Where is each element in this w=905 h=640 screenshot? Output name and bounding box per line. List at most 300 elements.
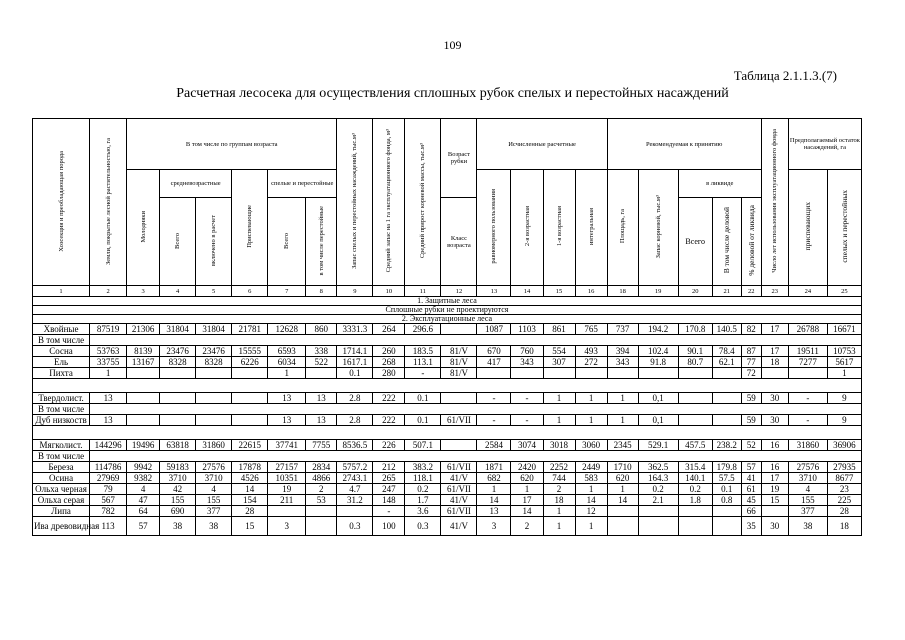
table-cell: 102.4 <box>638 346 678 357</box>
table-cell: 113.1 <box>405 357 441 368</box>
table-cell: 1 <box>477 484 511 495</box>
table-cell: 36906 <box>827 440 861 451</box>
header-c7: Всего <box>268 198 306 286</box>
table-cell <box>196 415 232 426</box>
header-ripe: спелые и перестойные <box>268 170 337 198</box>
table-cell: 0.8 <box>712 495 741 506</box>
table-cell: 296.6 <box>405 324 441 335</box>
table-cell: 307 <box>543 357 575 368</box>
table-cell: 59 <box>741 415 761 426</box>
table-cell: 118.1 <box>405 473 441 484</box>
table-cell <box>638 368 678 379</box>
table-cell: 2420 <box>511 462 543 473</box>
table-cell: 18 <box>827 517 861 536</box>
table-cell: 457.5 <box>678 440 712 451</box>
table-cell: 9 <box>827 393 861 404</box>
table-cell: 23 <box>827 484 861 495</box>
table-cell: 57 <box>741 462 761 473</box>
table-cell: 31804 <box>196 324 232 335</box>
table-cell: 1 <box>607 415 638 426</box>
table-row <box>33 517 862 536</box>
subheading: В том числе <box>33 404 90 415</box>
table-cell <box>678 415 712 426</box>
table-cell: 2 <box>543 484 575 495</box>
table-cell: 13 <box>90 393 127 404</box>
table-cell <box>761 506 788 517</box>
column-number: 11 <box>405 286 441 297</box>
table-cell: 1.8 <box>678 495 712 506</box>
table-cell: 3.6 <box>405 506 441 517</box>
table-cell: 4 <box>196 484 232 495</box>
table-cell: 1 <box>827 368 861 379</box>
table-cell: 10753 <box>827 346 861 357</box>
table-cell: 7755 <box>306 440 337 451</box>
table-cell: 567 <box>90 495 127 506</box>
header-c4: Всего <box>160 198 196 286</box>
table-cell: 343 <box>511 357 543 368</box>
table-cell: 2584 <box>477 440 511 451</box>
table-cell: 62.1 <box>712 357 741 368</box>
table-cell: 41 <box>741 473 761 484</box>
header-c20: Всего <box>678 198 712 286</box>
row-label: Ольха серая <box>33 495 90 506</box>
table-cell: 80.7 <box>678 357 712 368</box>
table-cell <box>306 506 337 517</box>
table-cell: 8328 <box>196 357 232 368</box>
table-label: Таблица 2.1.1.3.(7) <box>733 68 837 83</box>
table-cell: 47 <box>127 495 160 506</box>
header-c12-top: Возраст рубки <box>441 119 477 198</box>
row-label: Береза <box>33 462 90 473</box>
table-cell: 247 <box>373 484 405 495</box>
table-cell: 31860 <box>788 440 827 451</box>
table-cell: 26788 <box>788 324 827 335</box>
table-cell: 0.1 <box>405 415 441 426</box>
table-cell <box>441 324 477 335</box>
table-cell: 13 <box>90 415 127 426</box>
table-cell: 1 <box>268 368 306 379</box>
table-cell <box>678 368 712 379</box>
column-number: 1 <box>33 286 90 297</box>
table-cell: 765 <box>575 324 607 335</box>
gap-row <box>33 426 862 440</box>
table-cell: 154 <box>232 495 268 506</box>
table-cell: 38 <box>160 517 196 536</box>
header-c22: % деловой от ликвида <box>741 198 761 286</box>
table-cell: 744 <box>543 473 575 484</box>
table-cell <box>575 368 607 379</box>
table-cell: 3 <box>477 517 511 536</box>
table-cell: 1 <box>575 484 607 495</box>
header-calc-group: Исчисленные расчетные <box>477 119 607 170</box>
table-cell: 19496 <box>127 440 160 451</box>
header-c18: Площадь, га <box>607 170 638 286</box>
table-cell: 23476 <box>160 346 196 357</box>
header-age-groups: В том числе по группам возраста <box>127 119 337 170</box>
column-number: 20 <box>678 286 712 297</box>
table-cell <box>268 506 306 517</box>
header-mid-age: средневозрастные <box>160 170 232 198</box>
column-number: 14 <box>511 286 543 297</box>
table-row <box>33 473 862 484</box>
table-cell: 15 <box>232 517 268 536</box>
table-cell: 63818 <box>160 440 196 451</box>
table-cell: 4 <box>788 484 827 495</box>
table-cell: 144296 <box>90 440 127 451</box>
table-row <box>33 462 862 473</box>
column-number: 7 <box>268 286 306 297</box>
table-cell <box>678 517 712 536</box>
table-row <box>33 415 862 426</box>
table-cell: 27935 <box>827 462 861 473</box>
table-cell: 264 <box>373 324 405 335</box>
table-cell: 238.2 <box>712 440 741 451</box>
table-cell: 28 <box>232 506 268 517</box>
table-cell: 4526 <box>232 473 268 484</box>
table-cell: 3710 <box>788 473 827 484</box>
table-cell: 554 <box>543 346 575 357</box>
table-cell: 2743.1 <box>337 473 373 484</box>
table-cell: 2449 <box>575 462 607 473</box>
table-row <box>33 346 862 357</box>
table-cell <box>232 368 268 379</box>
table-cell: 82 <box>741 324 761 335</box>
table-cell: 38 <box>196 517 232 536</box>
table-cell: 164.3 <box>638 473 678 484</box>
table-cell: 194.2 <box>638 324 678 335</box>
table-cell: 41/V <box>441 517 477 536</box>
table-cell: 211 <box>268 495 306 506</box>
table-cell: 16671 <box>827 324 861 335</box>
table-cell: 2252 <box>543 462 575 473</box>
table-cell: 41/V <box>441 473 477 484</box>
table-cell: 37741 <box>268 440 306 451</box>
table-cell: - <box>788 415 827 426</box>
table-cell: 10351 <box>268 473 306 484</box>
table-cell: 760 <box>511 346 543 357</box>
table-cell: 57.5 <box>712 473 741 484</box>
table-cell <box>712 415 741 426</box>
table-cell: 1 <box>543 415 575 426</box>
table-cell: 30 <box>761 393 788 404</box>
table-cell: 6226 <box>232 357 268 368</box>
subheading-row <box>33 404 862 415</box>
table-cell: 3018 <box>543 440 575 451</box>
header-c10: Средний запас на 1 га эксплуатационного фонда, м³ <box>373 119 405 286</box>
table-cell <box>337 506 373 517</box>
table-cell: 81/V <box>441 346 477 357</box>
column-number: 10 <box>373 286 405 297</box>
table-cell: 183.5 <box>405 346 441 357</box>
table-cell: 18 <box>543 495 575 506</box>
table-cell: - <box>788 393 827 404</box>
table-cell: 0.2 <box>678 484 712 495</box>
table-row <box>33 357 862 368</box>
table-cell: 682 <box>477 473 511 484</box>
row-label: Хвойные <box>33 324 90 335</box>
table-cell <box>607 506 638 517</box>
table-cell: 0,1 <box>638 415 678 426</box>
table-cell: 1 <box>575 517 607 536</box>
table-cell: 8677 <box>827 473 861 484</box>
table-cell <box>712 368 741 379</box>
table-cell <box>127 368 160 379</box>
table-cell: 19 <box>761 484 788 495</box>
table-cell: 260 <box>373 346 405 357</box>
table-cell: 16 <box>761 462 788 473</box>
row-spacer <box>33 426 862 440</box>
table-cell: 265 <box>373 473 405 484</box>
table-cell: 1 <box>543 393 575 404</box>
subheading-row <box>33 451 862 462</box>
table-cell: 64 <box>127 506 160 517</box>
column-number: 24 <box>788 286 827 297</box>
column-number: 8 <box>306 286 337 297</box>
column-number: 3 <box>127 286 160 297</box>
section-protective-note: Сплошные рубки не проектируются <box>33 306 862 315</box>
table-cell: 507.1 <box>405 440 441 451</box>
table-cell: 52 <box>741 440 761 451</box>
table-cell: 66 <box>741 506 761 517</box>
table-cell: 53763 <box>90 346 127 357</box>
row-label: Ольха черная <box>33 484 90 495</box>
table-cell: 3331.3 <box>337 324 373 335</box>
column-number: 23 <box>761 286 788 297</box>
table-cell: 17 <box>761 473 788 484</box>
table-cell: 15555 <box>232 346 268 357</box>
table-cell: 1 <box>90 368 127 379</box>
table-cell: 0.3 <box>405 517 441 536</box>
table-cell: 77 <box>741 357 761 368</box>
table-cell: 155 <box>160 495 196 506</box>
table-cell: 417 <box>477 357 511 368</box>
header-remainder-group: Предполагаемый остаток насаждений, га <box>788 119 861 170</box>
table-cell: 9942 <box>127 462 160 473</box>
table-cell: 14 <box>511 506 543 517</box>
table-cell <box>678 393 712 404</box>
header-rec-group: Рекомендуемая к принятию <box>607 119 761 170</box>
table-cell <box>511 368 543 379</box>
header-c6: Приспевающие <box>232 170 268 286</box>
header-c8: в том числе перестойные <box>306 198 337 286</box>
table-cell: 13 <box>477 506 511 517</box>
header-c9: Запас спелых и перестойных насаждений, тыс.м³ <box>337 119 373 286</box>
column-number: 12 <box>441 286 477 297</box>
table-cell: 383.2 <box>405 462 441 473</box>
table-cell: - <box>405 368 441 379</box>
table-cell: 148 <box>373 495 405 506</box>
table-cell: 4866 <box>306 473 337 484</box>
table-cell: 27576 <box>788 462 827 473</box>
table-cell: 12 <box>575 506 607 517</box>
table-cell: 529.1 <box>638 440 678 451</box>
table-cell <box>160 415 196 426</box>
column-number-row <box>33 286 862 297</box>
table-cell: 1.7 <box>405 495 441 506</box>
table-cell: 155 <box>788 495 827 506</box>
table-cell: 19511 <box>788 346 827 357</box>
table-row <box>33 324 862 335</box>
table-cell: 79 <box>90 484 127 495</box>
table-cell: 1 <box>543 517 575 536</box>
table-cell: 78.4 <box>712 346 741 357</box>
table-cell <box>232 415 268 426</box>
table-cell: 1 <box>575 393 607 404</box>
table-cell <box>607 517 638 536</box>
table-cell: 23476 <box>196 346 232 357</box>
table-cell <box>761 368 788 379</box>
table-cell <box>232 393 268 404</box>
table-row <box>33 484 862 495</box>
row-label: Мягколист. <box>33 440 90 451</box>
table-cell: 17878 <box>232 462 268 473</box>
table-cell: 61 <box>741 484 761 495</box>
table-cell: 16 <box>761 440 788 451</box>
table-cell: 61/VII <box>441 462 477 473</box>
table-cell: - <box>477 393 511 404</box>
header-c1: Хозсекция и преобладающая порода <box>33 119 90 286</box>
table-cell: 45 <box>741 495 761 506</box>
table-cell: 13 <box>306 393 337 404</box>
row-label: Ива древовидная <box>33 517 90 536</box>
table-cell <box>441 440 477 451</box>
table-cell: 377 <box>196 506 232 517</box>
table-cell: 583 <box>575 473 607 484</box>
table-cell: 268 <box>373 357 405 368</box>
table-cell: 140.5 <box>712 324 741 335</box>
table-cell: 1617.1 <box>337 357 373 368</box>
header-c12-bottom: Класс возраста <box>441 198 477 286</box>
header-c16: интегральная <box>575 170 607 286</box>
table-cell <box>788 368 827 379</box>
section-protective: 1. Защитные леса <box>33 297 862 306</box>
table-cell: 30 <box>761 415 788 426</box>
table-cell: 140.1 <box>678 473 712 484</box>
table-cell: 493 <box>575 346 607 357</box>
table-row <box>33 495 862 506</box>
column-number: 16 <box>575 286 607 297</box>
table-cell: 7277 <box>788 357 827 368</box>
header-c19: Запас корневой, тыс.м³ <box>638 170 678 286</box>
table-cell: 15 <box>761 495 788 506</box>
table-cell <box>306 368 337 379</box>
subheading-row <box>33 335 862 346</box>
table-cell: 0,1 <box>638 393 678 404</box>
table-cell: 90.1 <box>678 346 712 357</box>
table-cell: 22615 <box>232 440 268 451</box>
table-cell: 225 <box>827 495 861 506</box>
header-c2: Земли, покрытые лесной растительностью, га <box>90 119 127 286</box>
table-cell <box>543 368 575 379</box>
table-cell: 41/V <box>441 495 477 506</box>
table-cell: 27157 <box>268 462 306 473</box>
row-label: Твердолист. <box>33 393 90 404</box>
row-label: Дуб низкоств <box>33 415 90 426</box>
row-label: Осина <box>33 473 90 484</box>
row-spacer <box>90 335 862 346</box>
table-cell: 8139 <box>127 346 160 357</box>
table-cell <box>638 517 678 536</box>
table-cell: 91.8 <box>638 357 678 368</box>
table-cell: 8536.5 <box>337 440 373 451</box>
table-cell <box>441 393 477 404</box>
table-cell: 338 <box>306 346 337 357</box>
table-cell <box>712 506 741 517</box>
table-cell: 1 <box>607 393 638 404</box>
table-cell: 2.8 <box>337 393 373 404</box>
table-cell: 2345 <box>607 440 638 451</box>
table-cell: 377 <box>788 506 827 517</box>
header-c14: 2-я возрастная <box>511 170 543 286</box>
table-cell: 13 <box>268 415 306 426</box>
table-cell <box>477 368 511 379</box>
table-cell: 113 <box>90 517 127 536</box>
table-cell: 222 <box>373 393 405 404</box>
table-cell: 81/V <box>441 368 477 379</box>
gap-row <box>33 379 862 393</box>
table-cell: 14 <box>477 495 511 506</box>
table-cell: 5617 <box>827 357 861 368</box>
header-c21: В том числе деловой <box>712 198 741 286</box>
row-label: Пихта <box>33 368 90 379</box>
table-cell: 13 <box>306 415 337 426</box>
table-cell: 620 <box>607 473 638 484</box>
table-cell: 31860 <box>196 440 232 451</box>
table-cell: 35 <box>741 517 761 536</box>
table-cell: 6593 <box>268 346 306 357</box>
table-cell <box>160 368 196 379</box>
table-cell <box>607 368 638 379</box>
table-cell: 100 <box>373 517 405 536</box>
table-cell: 226 <box>373 440 405 451</box>
table-cell: 782 <box>90 506 127 517</box>
column-number: 19 <box>638 286 678 297</box>
table-cell: 33755 <box>90 357 127 368</box>
table-cell: 4 <box>127 484 160 495</box>
column-number: 22 <box>741 286 761 297</box>
table-cell: 2.8 <box>337 415 373 426</box>
table-cell: 28 <box>827 506 861 517</box>
column-number: 13 <box>477 286 511 297</box>
table-cell: 3074 <box>511 440 543 451</box>
table-cell: 155 <box>196 495 232 506</box>
table-cell: 0.1 <box>405 393 441 404</box>
table-cell: 670 <box>477 346 511 357</box>
table-cell: 861 <box>543 324 575 335</box>
table-cell <box>160 393 196 404</box>
table-cell: 1871 <box>477 462 511 473</box>
table-cell: 1 <box>511 484 543 495</box>
table-cell: 59183 <box>160 462 196 473</box>
column-number: 25 <box>827 286 861 297</box>
table-cell: 38 <box>788 517 827 536</box>
table-cell: 2 <box>511 517 543 536</box>
table-cell: 394 <box>607 346 638 357</box>
table-cell: - <box>511 415 543 426</box>
column-number: 6 <box>232 286 268 297</box>
table-cell <box>712 393 741 404</box>
table-cell <box>712 517 741 536</box>
column-number: 18 <box>607 286 638 297</box>
table-cell: 57 <box>127 517 160 536</box>
table-cell: 3710 <box>160 473 196 484</box>
row-spacer <box>90 404 862 415</box>
table-cell: 114786 <box>90 462 127 473</box>
header-c25: спелых и перестойных <box>827 170 861 286</box>
row-spacer <box>33 379 862 393</box>
table-cell: 362.5 <box>638 462 678 473</box>
column-number: 21 <box>712 286 741 297</box>
